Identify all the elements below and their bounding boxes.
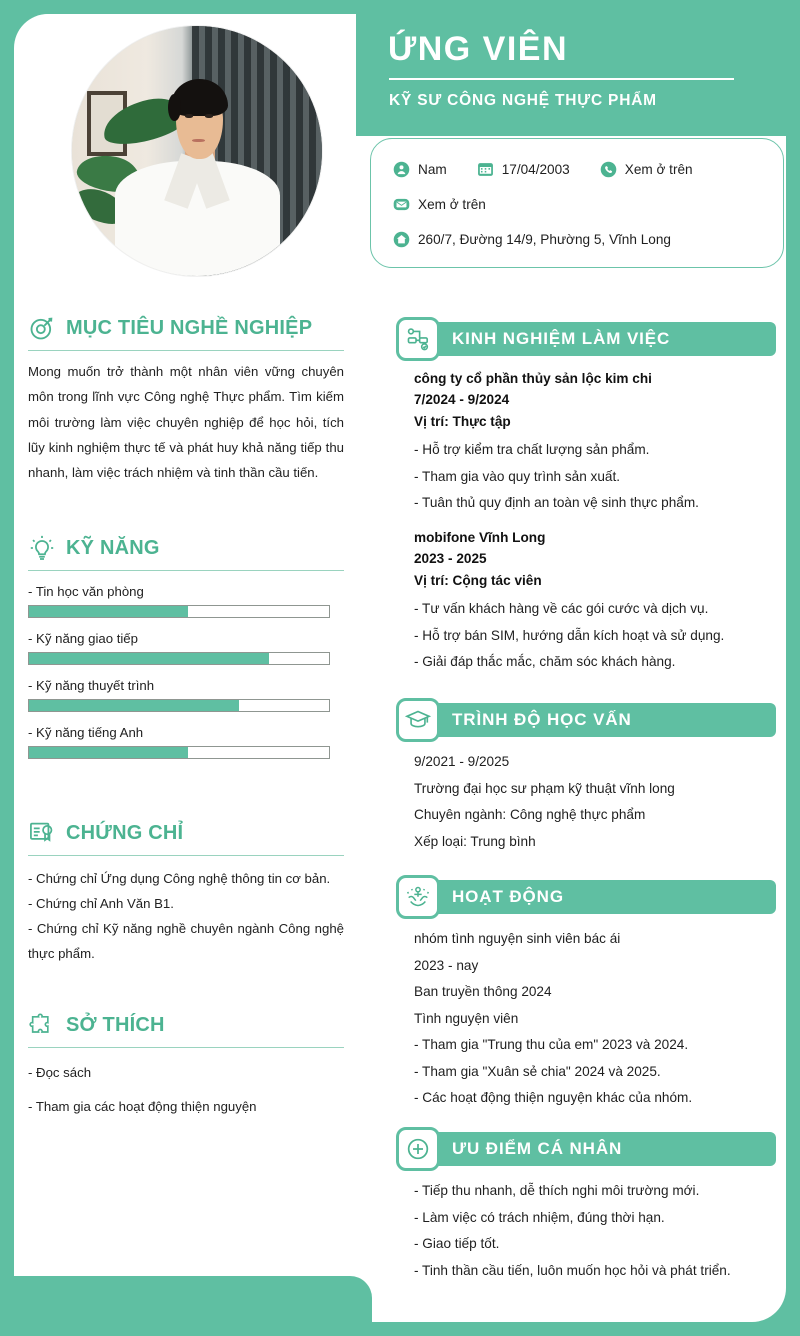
activity-line: 2023 - nay [414, 957, 479, 973]
skill-label: - Kỹ năng thuyết trình [28, 678, 155, 693]
job-period: 2023 - 2025 [414, 551, 487, 567]
strengths-body [386, 1166, 784, 1284]
strength-item: - Tinh thần cầu tiến, luôn muốn học hỏi và phát triển. [414, 1262, 731, 1278]
contact-email [393, 196, 486, 213]
contact-phone-value: Xem ở trên [624, 162, 693, 177]
workflow-icon [396, 317, 440, 361]
section-title-skills: KỸ NĂNG [66, 537, 160, 559]
skill-progress-fill [29, 700, 239, 711]
experience-job [414, 368, 784, 517]
skill-progress-bar [28, 699, 330, 712]
job-duty: - Giải đáp thắc mắc, chăm sóc khách hàng. [414, 654, 676, 670]
job-duty: - Tư vấn khách hàng về các gói cước và dịch vụ. [414, 601, 709, 617]
job-title: KỸ SƯ CÔNG NGHỆ THỰC PHẨM [389, 92, 657, 109]
section-experience [386, 322, 784, 676]
section-title-certificates: CHỨNG CHỈ [66, 822, 184, 844]
envelope-icon [393, 196, 410, 213]
target-icon [28, 314, 56, 342]
contact-gender-value: Nam [418, 162, 447, 177]
contact-card [370, 138, 784, 268]
skill-label: - Kỹ năng giao tiếp [28, 631, 138, 646]
section-header-experience [396, 322, 776, 356]
section-header-education [396, 703, 776, 737]
skill-label: - Tin học văn phòng [28, 584, 144, 599]
skill-label: - Kỹ năng tiếng Anh [28, 725, 144, 740]
section-title-experience: KINH NGHIỆM LÀM VIỆC [452, 329, 671, 348]
job-duty: - Hỗ trợ bán SIM, hướng dẫn kích hoạt và sử dụng. [414, 627, 725, 643]
plus-circle-icon [396, 1127, 440, 1171]
activity-line: nhóm tình nguyện sinh viên bác ái [414, 931, 621, 946]
job-company: công ty cổ phần thủy sản lộc kim chi [414, 371, 652, 386]
section-divider [28, 570, 344, 571]
section-objective [28, 314, 344, 486]
hobby-item: - Tham gia các hoạt động thiện nguyện [28, 1099, 257, 1115]
certificate-item: - Chứng chỉ Ứng dụng Công nghệ thông tin cơ bản. [28, 871, 331, 886]
contact-address [393, 231, 671, 248]
contact-gender [393, 161, 447, 178]
home-icon [393, 231, 410, 248]
education-line: Xếp loại: Trung bình [414, 833, 536, 849]
experience-body [386, 356, 784, 676]
lightbulb-icon [28, 534, 56, 562]
contact-phone [600, 161, 693, 178]
activity-bullet: - Tham gia "Xuân sẻ chia" 2024 và 2025. [414, 1063, 661, 1079]
section-divider [28, 350, 344, 351]
activity-bullet: - Tham gia "Trung thu của em" 2023 và 2024. [414, 1037, 689, 1052]
section-title-education: TRÌNH ĐỘ HỌC VẤN [452, 710, 632, 729]
contact-email-value: Xem ở trên [418, 197, 486, 212]
job-position: Vị trí: Thực tập [414, 413, 511, 429]
section-title-activities: HOẠT ĐỘNG [452, 887, 564, 906]
person-icon [393, 161, 410, 178]
objective-text: Mong muốn trở thành một nhân viên vững chuyên môn trong lĩnh vực Công nghệ Thực phẩm. Tìm kiếm môi trường làm việc chuyên nghiệp để học hỏi, tích lũy kinh nghiệm thực tế và phát huy khả năng tiếp thu nhanh, làm việc trách nhiệm và tinh thần cầu tiến. [28, 364, 344, 481]
section-divider [28, 855, 344, 856]
job-duty: - Tham gia vào quy trình sản xuất. [414, 468, 621, 484]
activity-bullet: - Các hoạt động thiện nguyện khác của nhóm. [414, 1090, 693, 1105]
job-duty: - Hỗ trợ kiểm tra chất lượng sản phẩm. [414, 442, 650, 458]
skill-row [28, 725, 344, 759]
avatar [72, 26, 322, 276]
section-title-strengths: ƯU ĐIỂM CÁ NHÂN [452, 1139, 623, 1158]
certificate-icon [28, 819, 56, 847]
skill-progress-bar [28, 652, 330, 665]
education-line: Trường đại học sư phạm kỹ thuật vĩnh long [414, 780, 675, 796]
page-title: ỨNG VIÊN [388, 30, 569, 68]
section-title-hobbies: SỞ THÍCH [66, 1014, 165, 1036]
graduation-cap-icon [396, 698, 440, 742]
skill-row [28, 631, 344, 665]
section-strengths [386, 1132, 784, 1284]
job-position: Vị trí: Cộng tác viên [414, 572, 542, 588]
skill-progress-bar [28, 605, 330, 618]
certificate-item: - Chứng chỉ Kỹ năng nghề chuyên ngành Công nghệ thực phẩm. [28, 921, 344, 962]
activities-body [386, 914, 784, 1112]
contact-address-value: 260/7, Đường 14/9, Phường 5, Vĩnh Long [418, 232, 671, 247]
activity-line: Tình nguyện viên [414, 1010, 519, 1026]
contact-birthdate [477, 161, 570, 178]
experience-job [414, 527, 784, 676]
strength-item: - Giao tiếp tốt. [414, 1236, 500, 1251]
skill-row [28, 678, 344, 712]
calendar-icon [477, 161, 494, 178]
skill-progress-fill [29, 606, 188, 617]
job-company: mobifone Vĩnh Long [414, 529, 546, 545]
volunteer-hands-icon [396, 875, 440, 919]
activity-line: Ban truyền thông 2024 [414, 984, 552, 999]
section-header-strengths [396, 1132, 776, 1166]
skill-row [28, 584, 344, 618]
puzzle-icon [28, 1011, 56, 1039]
skill-progress-bar [28, 746, 330, 759]
education-line: Chuyên ngành: Công nghệ thực phẩm [414, 807, 646, 822]
bottom-green-strip [0, 1322, 800, 1336]
skill-progress-fill [29, 747, 188, 758]
contact-birthdate-value: 17/04/2003 [501, 162, 570, 177]
phone-icon [600, 161, 617, 178]
section-title-objective: MỤC TIÊU NGHỀ NGHIỆP [66, 317, 313, 339]
education-line: 9/2021 - 9/2025 [414, 754, 510, 769]
education-body [386, 737, 784, 855]
section-header-activities [396, 880, 776, 914]
section-hobbies [28, 1011, 344, 1119]
section-skills [28, 534, 344, 759]
hobby-item: - Đọc sách [28, 1065, 92, 1080]
section-divider [28, 1047, 344, 1048]
job-duty: - Tuân thủ quy định an toàn vệ sinh thực phẩm. [414, 495, 699, 511]
skill-progress-fill [29, 653, 269, 664]
profile-photo [72, 26, 322, 276]
certificate-item: - Chứng chỉ Anh Văn B1. [28, 896, 174, 912]
left-column [16, 14, 356, 1276]
title-divider [389, 78, 734, 80]
section-activities [386, 880, 784, 1112]
strength-item: - Tiếp thu nhanh, dễ thích nghi môi trường mới. [414, 1183, 700, 1198]
section-certificates [28, 819, 344, 966]
strength-item: - Làm việc có trách nhiệm, đúng thời hạn. [414, 1209, 665, 1225]
section-education [386, 703, 784, 855]
job-period: 7/2024 - 9/2024 [414, 392, 510, 408]
